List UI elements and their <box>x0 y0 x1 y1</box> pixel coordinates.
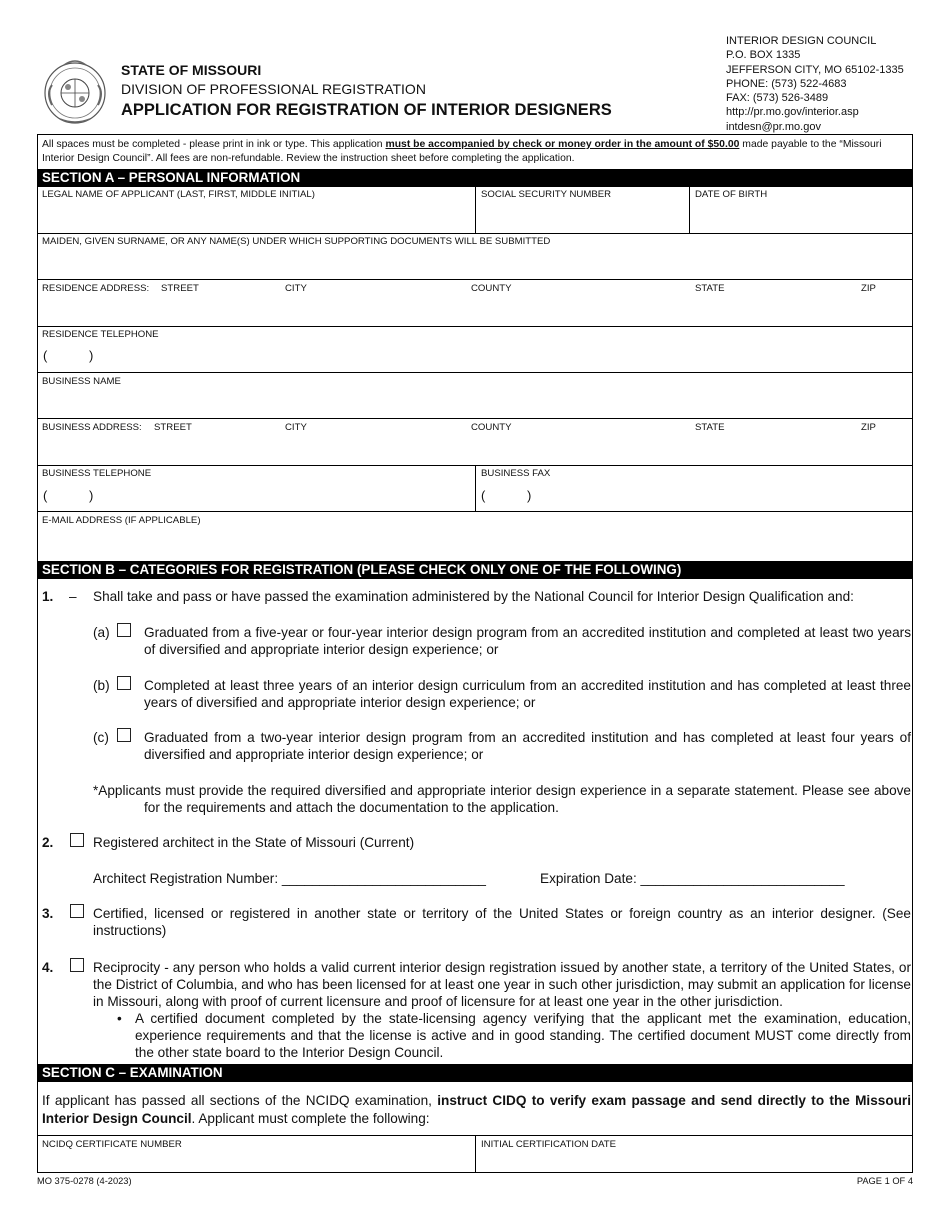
council-contact-block <box>726 34 904 134</box>
category-2-checkbox[interactable] <box>70 833 84 847</box>
division-name: DIVISION OF PROFESSIONAL REGISTRATION <box>121 81 426 97</box>
page-number: PAGE 1 OF 4 <box>856 1176 913 1186</box>
application-form: All spaces must be completed - please print in ink or type. This application must be accompanied by check or money order in the amount of $50.00 made payable to the “Missouri Interior Design Council”. All fees are non-refundable. Review the instruction sheet before completing the application. SECTION A – PERSONAL INFORMATION LEGAL NAME OF APPLICANT (LAST, FIRST, MIDDLE INITIAL) SOCIAL SECURITY NUMBER DATE OF BIRTH MAIDEN, GIVEN SURNAME, OR ANY NAME(S) UNDER WHICH SUPPORTING DOCUMENTS WILL BE SUBMITTED RESIDENCE ADDRESS: STREET CITY COUNTY STATE ZIP RESIDENCE TELEPHONE ( ) BUSINESS NAME BUSINESS ADDRESS: STREET CITY COUNTY STATE ZIP BUSINESS TELEPHONE ( ) BUSINESS FAX ( ) E-MAIL ADDRESS (IF APPLICABLE) SECTION B – CATEGORIES FOR REGISTRATION (PLEASE CHECK ONLY ONE OF THE FOLLOWING) 1. – Shall take and pass or have passed the examination administered by the National Council for Interior Design Qualification and: (a) Graduated from a five-year or four-year interior design program from an accredited institution and completed at least two years of diversified and appropriate interior design experience; or (b) Completed at least three years of an interior design curriculum from an accredited institution and has completed at least three years of diversified and appropriate interior design experience; or (c) Graduated from a two-year interior design program from an accredited institution and has completed at least four years of diversified and appropriate interior design experience; or *Applicants must provide the required diversified and appropriate interior design experience in a separate statement. Please see above for the requirements and attach the documentation to the application. 2. Registered architect in the State of Missouri (Current) Architect Registration Number: ___________________________ Expiration Date: ___________________________ 3. Certified, licensed or registered in another state or territory of the United States or foreign country as an interior designer. (See instructions) 4. Reciprocity - any person who holds a valid current interior design registration issued by another state, a territory of the United States, or the District of Columbia, and who has been licensed for at least one year in such other jurisdiction, may submit an application for license in Missouri, along with proof of current licensure and proof of licensure for at least one year in the other jurisdiction. • A certified document completed by the state-licensing agency verifying that the applicant met the examination, education, experience requirements and that the license is active and in good standing. The certified document MUST come directly from the other state board to the Interior Design Council. SECTION C – EXAMINATION If applicant has passed all sections of the NCIDQ examination, instruct CIDQ to verify exam passage and send directly to the Missouri Interior Design Council. Applicant must complete the following: NCIDQ CERTIFICATE NUMBER INITIAL CERTIFICATION DATE <box>37 134 913 1173</box>
council-name: INTERIOR DESIGN COUNCIL <box>726 35 877 47</box>
section-c-instructions: If applicant has passed all sections of the NCIDQ examination, instruct CIDQ to verify exam passage and send directly to the Missouri Interior Design Council. Applicant must complete the following: <box>42 1093 911 1126</box>
section-b-header: SECTION B – CATEGORIES FOR REGISTRATION (PLEASE CHECK ONLY ONE OF THE FOLLOWING) <box>38 561 912 579</box>
dob-field[interactable]: DATE OF BIRTH <box>689 187 912 233</box>
business-telephone-field[interactable]: BUSINESS TELEPHONE ( ) <box>42 468 152 503</box>
form-id: MO 375-0278 (4-2023) <box>37 1176 132 1186</box>
ncidq-row <box>38 1135 912 1172</box>
state-name: STATE OF MISSOURI <box>121 62 262 78</box>
bullet-icon: • <box>117 1011 122 1026</box>
council-po-box: P.O. BOX 1335 <box>726 49 801 62</box>
category-4-checkbox[interactable] <box>70 958 84 972</box>
category-1c-checkbox[interactable] <box>117 728 131 742</box>
category-1a-text: Graduated from a five-year or four-year interior design program from an accredited institution and completed at least two years of diversified and appropriate interior design experience; or <box>144 625 911 657</box>
category-1c-text: Graduated from a two-year interior design program from an accredited institution and has completed at least four years of diversified and appropriate interior design experience; or <box>144 730 911 762</box>
legal-name-field[interactable]: LEGAL NAME OF APPLICANT (LAST, FIRST, MIDDLE INITIAL) <box>42 189 315 200</box>
council-city: JEFFERSON CITY, MO 65102-1335 <box>726 63 904 76</box>
council-email-link[interactable]: intdesn@pr.mo.gov <box>726 120 821 133</box>
architect-registration-number-field[interactable]: Architect Registration Number: ___________________________ <box>93 871 486 886</box>
business-name-field[interactable]: BUSINESS NAME <box>38 373 912 419</box>
residence-address-field[interactable]: RESIDENCE ADDRESS: STREET CITY COUNTY STATE ZIP <box>38 280 912 327</box>
form-title: APPLICATION FOR REGISTRATION OF INTERIOR DESIGNERS <box>121 101 612 119</box>
email-field[interactable]: E-MAIL ADDRESS (IF APPLICABLE) <box>42 515 201 526</box>
section-a-header: SECTION A – PERSONAL INFORMATION <box>38 169 912 187</box>
category-1b-checkbox[interactable] <box>117 676 131 690</box>
category-4-text: Reciprocity - any person who holds a valid current interior design registration issued by another state, a territory of the United States, or the District of Columbia, and who has been licensed for at least one year in such other jurisdiction, may submit an application for license in Missouri, along with proof of current licensure and proof of licensure for at least one year in the other jurisdiction. <box>93 960 911 1009</box>
category-3-text: Certified, licensed or registered in another state or territory of the United States or foreign country as an interior designer. (See instructions) <box>93 906 911 938</box>
category-2-text: Registered architect in the State of Missouri (Current) <box>93 835 415 850</box>
ncidq-certificate-number-field[interactable]: NCIDQ CERTIFICATE NUMBER <box>42 1139 182 1150</box>
initial-certification-date-field[interactable]: INITIAL CERTIFICATION DATE <box>475 1136 912 1172</box>
experience-note: *Applicants must provide the required diversified and appropriate interior design experience in a separate statement. Please see above for the requirements and attach the documentation to the application. <box>93 783 911 815</box>
category-1-text: Shall take and pass or have passed the examination administered by the National Council for Interior Design Qualification and: <box>93 589 854 604</box>
residence-telephone-field[interactable]: RESIDENCE TELEPHONE ( ) <box>38 327 912 373</box>
intro-instructions: All spaces must be completed - please print in ink or type. This application must be accompanied by check or money order in the amount of $50.00 made payable to the “Missouri Interior Design Council”. All fees are non-refundable. Review the instruction sheet before completing the application. <box>42 139 882 164</box>
council-website-link[interactable]: http://pr.mo.gov/interior.asp <box>726 106 859 119</box>
business-contact-row <box>38 466 912 512</box>
maiden-name-field[interactable]: MAIDEN, GIVEN SURNAME, OR ANY NAME(S) UNDER WHICH SUPPORTING DOCUMENTS WILL BE SUBMITTED <box>38 234 912 280</box>
section-c-header: SECTION C – EXAMINATION <box>38 1064 912 1082</box>
architect-expiration-date-field[interactable]: Expiration Date: ___________________________ <box>540 871 845 886</box>
missouri-state-seal-icon <box>40 55 110 127</box>
fee-requirement: must be accompanied by check or money order in the amount of $50.00 <box>385 139 740 150</box>
category-3-checkbox[interactable] <box>70 904 84 918</box>
council-fax: FAX: (573) 526-3489 <box>726 92 829 105</box>
name-row <box>38 187 912 234</box>
category-4-bullet-text: A certified document completed by the state-licensing agency verifying that the applicant met the examination, education, experience requirements and that the license is active and in good standing. The certified document MUST come directly from the other state board to the Interior Design Council. <box>135 1011 911 1060</box>
business-address-field[interactable]: BUSINESS ADDRESS: STREET CITY COUNTY STATE ZIP <box>38 419 912 466</box>
category-1b-text: Completed at least three years of an interior design curriculum from an accredited institution and has completed at least three years of diversified and appropriate interior design experience; or <box>144 678 911 710</box>
category-1a-checkbox[interactable] <box>117 623 131 637</box>
ssn-field[interactable]: SOCIAL SECURITY NUMBER <box>475 187 689 233</box>
council-phone: PHONE: (573) 522-4683 <box>726 77 847 90</box>
business-fax-field[interactable]: BUSINESS FAX ( ) <box>475 466 912 511</box>
